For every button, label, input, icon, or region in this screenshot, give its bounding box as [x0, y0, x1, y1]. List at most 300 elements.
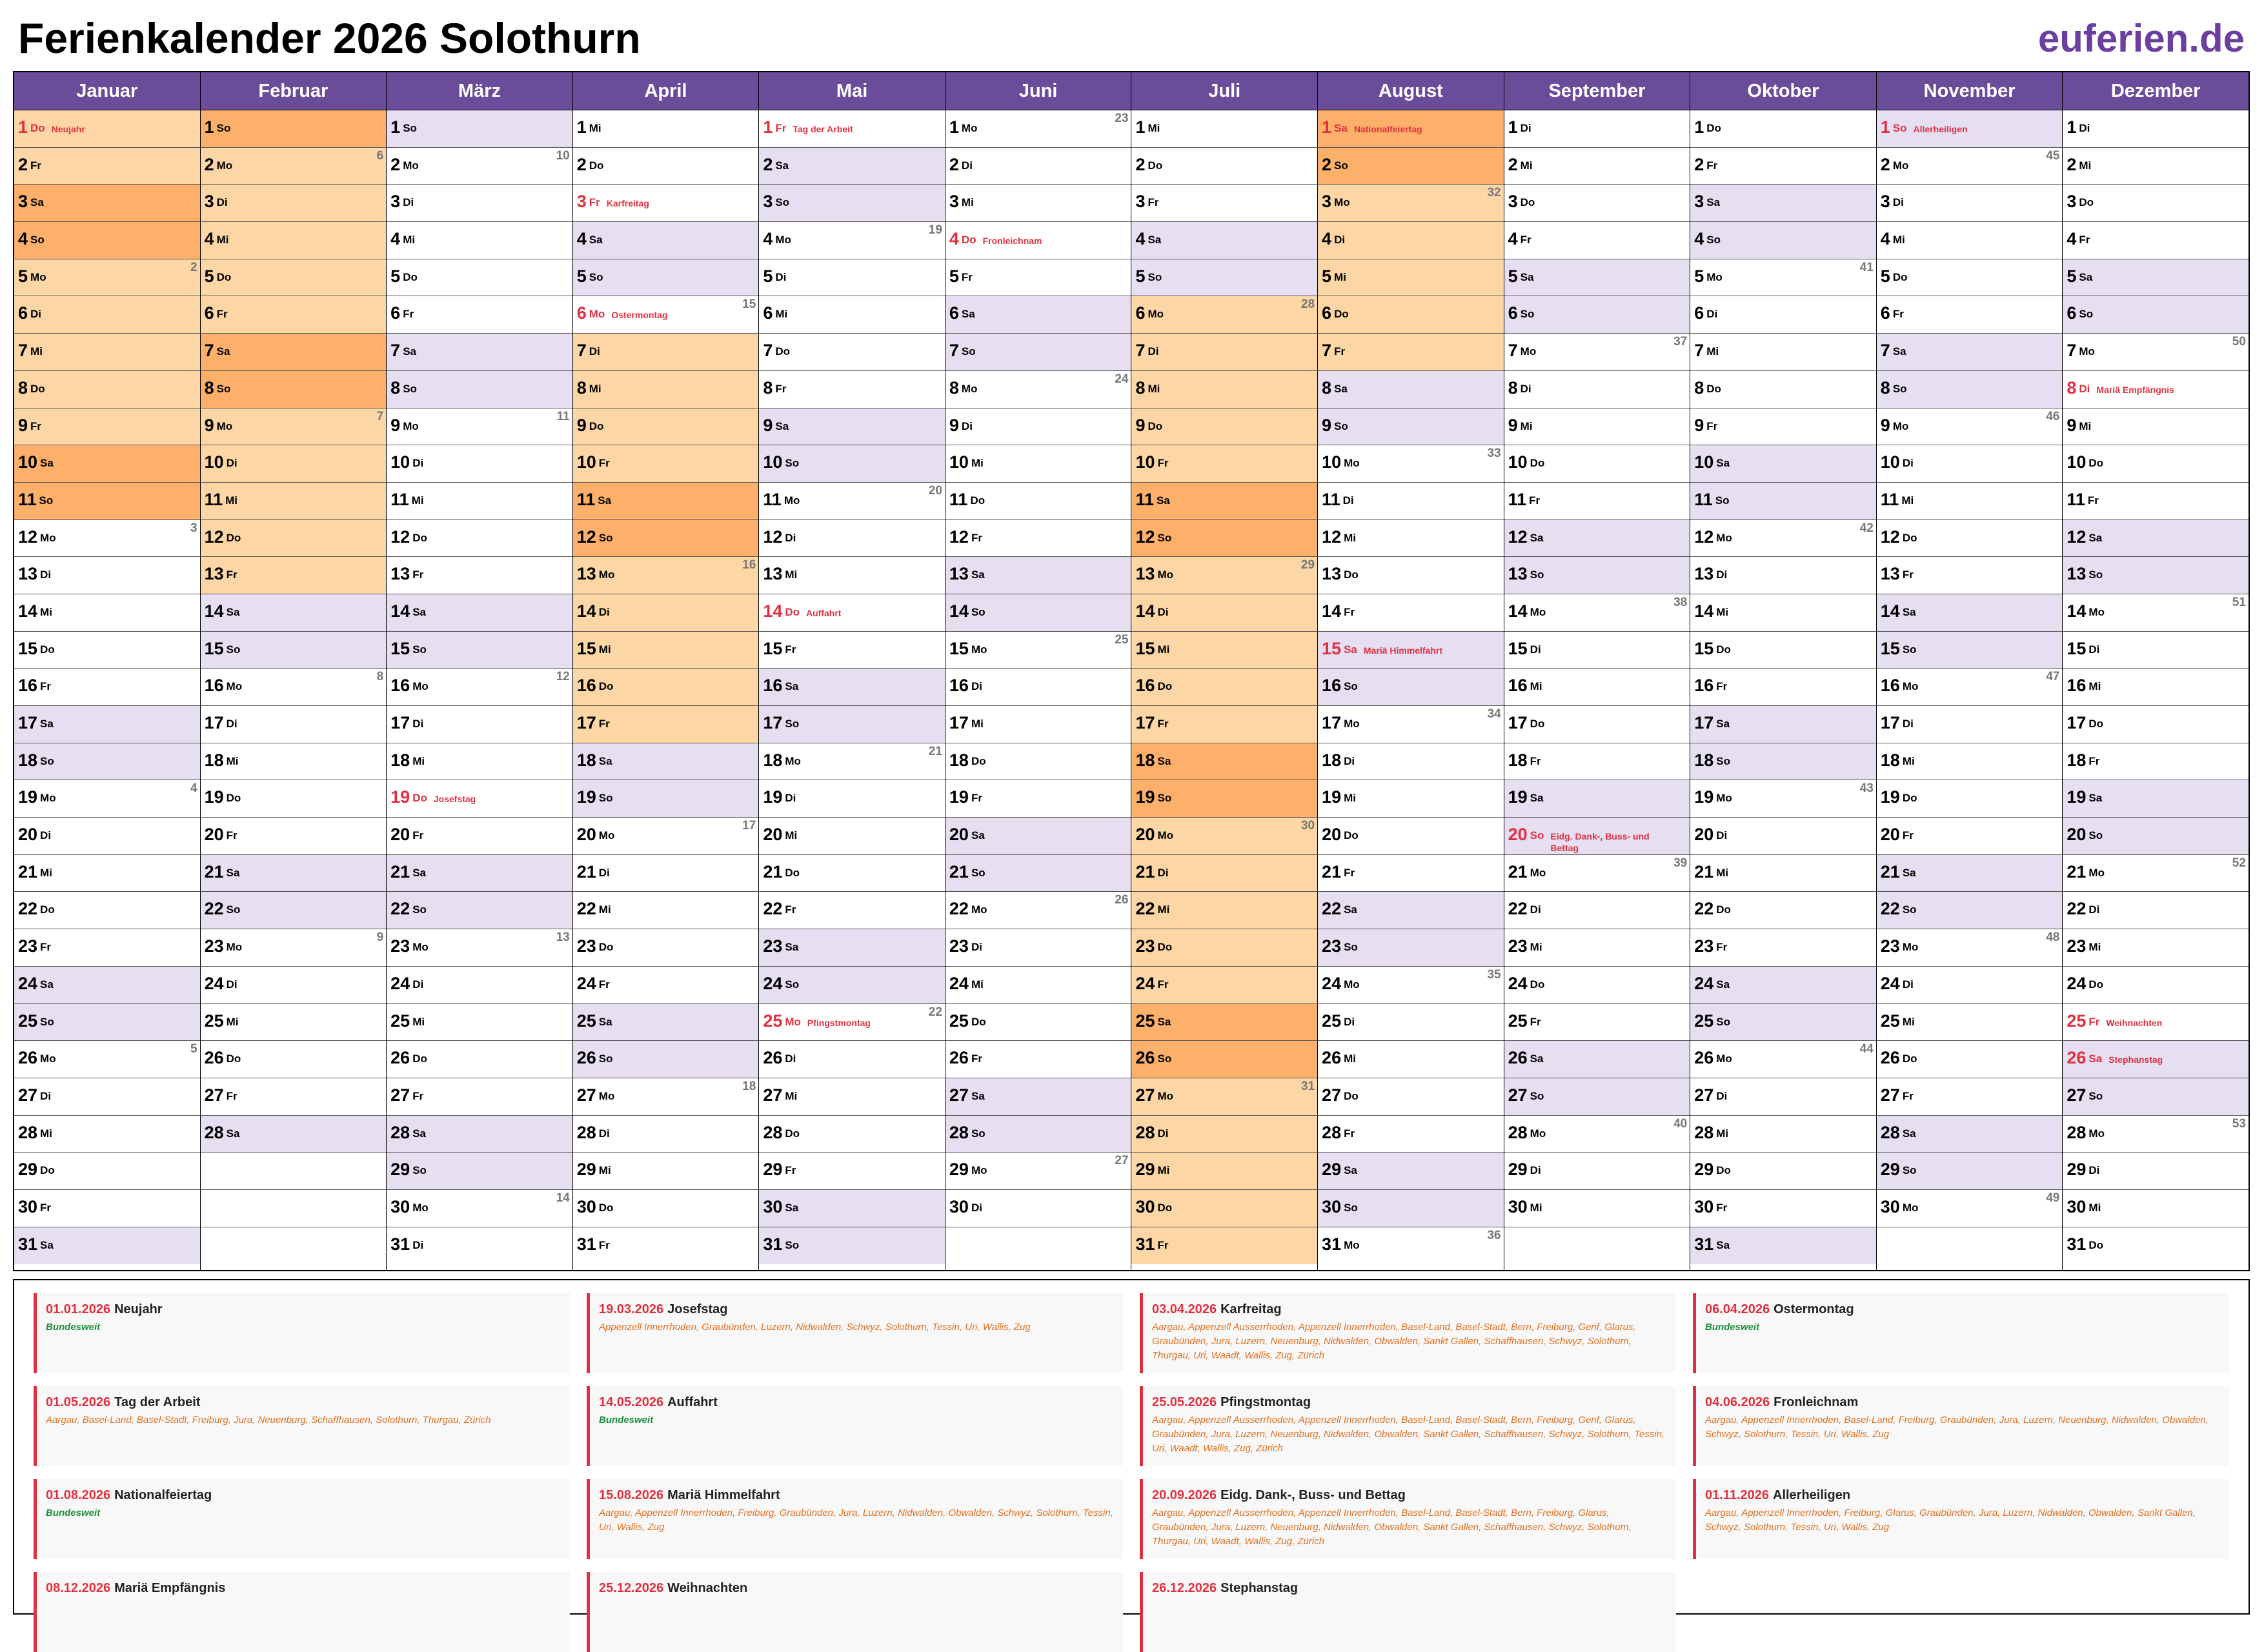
day-number: 16 [576, 676, 596, 696]
day-number: 31 [1135, 1234, 1155, 1254]
day-number: 11 [576, 489, 596, 509]
week-number: 29 [1300, 558, 1315, 572]
day-cell [2063, 780, 2249, 818]
day-cell [573, 743, 759, 781]
weekday-label: Fr [1157, 1238, 1169, 1251]
day-number: 9 [1694, 415, 1704, 435]
week-number: 17 [742, 819, 756, 833]
day-number: 6 [390, 303, 401, 323]
weekday-label: Fr [1902, 569, 1914, 581]
day-number: 7 [1694, 341, 1704, 361]
weekday-label: So [412, 643, 427, 656]
day-cell [1877, 1004, 2063, 1042]
weekday-label: Fr [1902, 1089, 1914, 1102]
day-cell [759, 148, 945, 185]
day-number: 7 [204, 341, 214, 361]
weekday-label: Mo [1716, 792, 1732, 805]
weekday-label: Fr [1716, 680, 1728, 693]
weekday-label: Do [2079, 196, 2094, 209]
day-cell [387, 259, 572, 297]
day-number: 19 [949, 787, 969, 807]
day-number: 16 [1880, 676, 1900, 696]
weekday-label: Sa [1157, 494, 1170, 507]
weekday-label: Di [1706, 308, 1718, 321]
day-number: 24 [949, 973, 969, 993]
day-cell [1131, 520, 1317, 558]
day-number: 20 [1135, 825, 1155, 845]
weekday-label: Sa [775, 419, 789, 432]
day-cell [387, 445, 572, 483]
weekday-label: So [1902, 1164, 1917, 1177]
day-number: 16 [1135, 676, 1155, 696]
weekday-label: Do [1147, 419, 1163, 432]
weekday-label: Sa [40, 978, 54, 991]
empty-day-cell [201, 1153, 387, 1190]
day-cell [1131, 706, 1317, 743]
day-cell [14, 1116, 200, 1153]
day-cell [945, 780, 1131, 818]
weekday-label: Sa [1706, 196, 1721, 209]
day-cell [1504, 1153, 1690, 1190]
weekday-label: Mo [1902, 680, 1919, 693]
day-number: 2 [1322, 154, 1332, 174]
day-number: 17 [1880, 713, 1900, 732]
day-number: 19 [1694, 787, 1714, 807]
week-number: 15 [742, 297, 756, 312]
day-cell [945, 967, 1131, 1004]
weekday-label: So [2088, 569, 2103, 581]
day-number: 11 [1322, 489, 1340, 509]
day-cell [2063, 296, 2249, 334]
week-number: 4 [190, 781, 197, 796]
weekday-label: So [598, 531, 613, 544]
day-number: 5 [2067, 266, 2077, 286]
weekday-label: Do [1706, 382, 1721, 395]
day-number: 19 [1508, 787, 1528, 807]
day-cell [1690, 1153, 1876, 1190]
day-number: 11 [1508, 489, 1527, 509]
weekday-label: Mi [40, 605, 52, 618]
day-cell [1504, 1116, 1690, 1153]
day-number: 1 [1135, 117, 1146, 137]
weekday-label: Sa [971, 1089, 985, 1102]
day-number: 22 [1322, 899, 1342, 919]
weekday-label: Di [1530, 1164, 1541, 1177]
weekday-label: Sa [1716, 978, 1730, 991]
day-cell [201, 1004, 387, 1042]
day-cell [1131, 1078, 1317, 1116]
day-number: 12 [18, 527, 38, 547]
day-number: 16 [18, 676, 38, 696]
legend-date: 01.05.2026 [46, 1395, 111, 1409]
legend-item [34, 1293, 570, 1373]
weekday-label: Do [1530, 457, 1545, 470]
day-number: 3 [1694, 192, 1704, 212]
day-cell [1131, 1116, 1317, 1153]
weekday-label: Mi [589, 382, 601, 395]
day-cell [14, 594, 200, 632]
week-number: 20 [928, 483, 942, 498]
day-number: 12 [763, 527, 783, 547]
weekday-label: Mi [1902, 1015, 1915, 1028]
month-header: Juli [1131, 72, 1317, 110]
day-number: 7 [390, 341, 401, 361]
weekday-label: Fr [412, 1089, 424, 1102]
weekday-label: Fr [2079, 234, 2090, 247]
legend-heading [1152, 1394, 1667, 1411]
weekday-label: Mi [598, 903, 611, 916]
day-cell [1504, 632, 1690, 669]
day-cell [1690, 148, 1876, 185]
weekday-label: So [1157, 792, 1172, 805]
holiday-name: Eidg. Dank-, Buss- und Bettag [1550, 831, 1650, 854]
day-number: 17 [2067, 713, 2087, 732]
weekday-label: Fr [30, 159, 42, 172]
day-cell [573, 408, 759, 446]
day-cell [1504, 371, 1690, 408]
day-cell [1690, 520, 1876, 558]
weekday-label: Do [226, 1053, 241, 1065]
weekday-label: So [39, 494, 54, 507]
day-cell [1690, 892, 1876, 929]
weekday-label: Mi [598, 1164, 611, 1177]
day-cell [1877, 483, 2063, 520]
day-number: 1 [390, 117, 401, 137]
day-cell [201, 296, 387, 334]
day-number: 5 [1322, 266, 1332, 286]
day-cell [387, 185, 572, 222]
day-number: 26 [1135, 1048, 1155, 1068]
day-number: 1 [2067, 117, 2077, 137]
weekday-label: Do [589, 419, 604, 432]
weekday-label: Fr [589, 196, 600, 209]
day-number: 20 [390, 825, 410, 845]
weekday-label: Do [403, 270, 418, 283]
weekday-label: Di [598, 866, 610, 879]
weekday-label: So [412, 1164, 427, 1177]
weekday-label: Mi [2079, 419, 2092, 432]
day-cell [945, 855, 1131, 892]
weekday-label: Fr [598, 457, 610, 470]
weekday-label: Do [961, 234, 976, 247]
day-cell [945, 594, 1131, 632]
week-number: 2 [190, 260, 197, 274]
day-cell [945, 1153, 1131, 1190]
legend-regions: Appenzell Innerrhoden, Graubünden, Luzern, Nidwalden, Schwyz, Solothurn, Tessin, Uri, Wallis, Zug [599, 1322, 1031, 1333]
day-number: 4 [204, 229, 214, 249]
empty-day-cell [945, 1227, 1131, 1265]
week-number: 6 [376, 148, 384, 163]
weekday-label: Do [598, 1201, 614, 1214]
weekday-label: Di [1520, 122, 1531, 134]
weekday-label: Di [775, 270, 787, 283]
weekday-label: Mi [775, 308, 788, 321]
weekday-label: Mo [598, 829, 615, 842]
legend-date: 03.04.2026 [1152, 1302, 1217, 1316]
day-number: 2 [1508, 154, 1518, 174]
week-number: 23 [1115, 112, 1129, 125]
week-number: 31 [1300, 1079, 1315, 1093]
day-cell [573, 1116, 759, 1153]
day-cell [14, 1078, 200, 1116]
day-number: 21 [18, 861, 38, 881]
day-cell [759, 892, 945, 929]
weekday-label: Mi [1344, 1053, 1356, 1065]
day-cell [945, 892, 1131, 929]
week-number: 40 [1673, 1116, 1688, 1131]
day-cell [2063, 557, 2249, 594]
legend-heading [599, 1580, 1114, 1597]
weekday-label: So [785, 457, 800, 470]
day-cell [1504, 1078, 1690, 1116]
weekday-label: Sa [1157, 754, 1171, 767]
day-number: 24 [1880, 973, 1900, 993]
day-cell [14, 818, 200, 855]
day-cell [945, 929, 1131, 967]
holiday-name: Neujahr [51, 124, 85, 134]
day-cell [201, 632, 387, 669]
day-number: 13 [1135, 564, 1155, 584]
day-number: 19 [390, 787, 410, 807]
day-number: 6 [763, 303, 773, 323]
week-number: 3 [190, 521, 197, 535]
day-number: 21 [1135, 861, 1155, 881]
weekday-label: Mi [1344, 531, 1356, 544]
legend-date: 01.08.2026 [46, 1488, 111, 1502]
day-number: 14 [204, 601, 224, 621]
weekday-label: Mi [1716, 866, 1729, 879]
day-number: 13 [204, 564, 224, 584]
day-cell [1131, 110, 1317, 148]
day-cell [14, 222, 200, 259]
day-number: 23 [2067, 936, 2087, 956]
day-number: 27 [18, 1085, 38, 1105]
legend-date: 25.12.2026 [599, 1581, 664, 1595]
weekday-label: Do [1530, 718, 1545, 730]
day-number: 30 [763, 1196, 783, 1216]
legend-item [34, 1386, 570, 1466]
day-number: 15 [390, 638, 410, 658]
day-number: 21 [576, 861, 596, 881]
day-number: 28 [390, 1122, 410, 1142]
legend-item [587, 1479, 1123, 1559]
weekday-label: Do [785, 605, 800, 618]
day-cell [1131, 408, 1317, 446]
day-number: 14 [1880, 601, 1900, 621]
day-number: 11 [1694, 489, 1713, 509]
day-cell [759, 967, 945, 1004]
brand-logo[interactable]: euferien.de [2037, 17, 2245, 60]
weekday-label: Di [961, 159, 973, 172]
day-cell [201, 445, 387, 483]
day-number: 15 [1694, 638, 1714, 658]
day-cell [387, 632, 572, 669]
weekday-label: Di [1892, 196, 1904, 209]
day-cell [2063, 148, 2249, 185]
weekday-label: Mo [1334, 196, 1350, 209]
month-header: August [1318, 72, 1504, 110]
legend-regions: Aargau, Appenzell Innerrhoden, Freiburg, Graubünden, Jura, Luzern, Nidwalden, Obwalden, Schwyz, Solothurn, Tessin, Uri, Wallis, Zug [599, 1507, 1113, 1533]
legend-item [1140, 1572, 1676, 1652]
day-cell [945, 1116, 1131, 1153]
day-cell [1690, 855, 1876, 892]
weekday-label: Do [1902, 792, 1917, 805]
weekday-label: Mo [216, 419, 233, 432]
day-number: 12 [576, 527, 596, 547]
day-cell [1504, 222, 1690, 259]
day-number: 4 [949, 229, 959, 249]
day-number: 7 [949, 341, 959, 361]
day-number: 4 [18, 229, 28, 249]
day-cell [759, 594, 945, 632]
weekday-label: Fr [40, 680, 52, 693]
day-number: 27 [1694, 1085, 1714, 1105]
day-number: 25 [1694, 1011, 1714, 1031]
weekday-label: Mi [411, 494, 424, 507]
day-cell [14, 557, 200, 594]
week-number: 47 [2046, 670, 2060, 684]
day-cell [1877, 892, 2063, 929]
day-cell [1318, 1190, 1504, 1227]
weekday-label: Di [412, 718, 424, 730]
day-cell [1877, 334, 2063, 371]
day-number: 24 [390, 973, 410, 993]
day-cell [2063, 1078, 2249, 1116]
weekday-label: Sa [403, 345, 416, 358]
weekday-label: Mo [783, 494, 800, 507]
week-number: 13 [556, 931, 570, 945]
day-cell [945, 110, 1131, 148]
weekday-label: Sa [1716, 457, 1730, 470]
day-number: 26 [763, 1048, 783, 1068]
weekday-label: So [1344, 680, 1358, 693]
day-number: 28 [1880, 1122, 1900, 1142]
legend-holiday-name: Mariä Himmelfahrt [667, 1488, 780, 1502]
day-cell [387, 557, 572, 594]
day-number: 16 [1508, 676, 1528, 696]
day-number: 17 [1135, 713, 1155, 732]
day-cell [759, 296, 945, 334]
weekday-label: So [1892, 122, 1907, 134]
day-number: 22 [1694, 899, 1714, 919]
day-number: 20 [204, 825, 224, 845]
day-cell [945, 222, 1131, 259]
day-cell [573, 148, 759, 185]
legend-heading [1705, 1301, 2220, 1318]
weekday-label: Mo [1344, 718, 1360, 730]
day-number: 23 [1880, 936, 1900, 956]
day-number: 5 [18, 266, 28, 286]
weekday-label: Sa [216, 345, 230, 358]
day-number: 14 [1694, 601, 1714, 621]
day-cell [1504, 594, 1690, 632]
weekday-label: Mo [216, 159, 233, 172]
day-cell [1504, 110, 1690, 148]
weekday-label: So [1530, 569, 1544, 581]
day-cell [387, 110, 572, 148]
day-number: 7 [1508, 341, 1518, 361]
day-number: 30 [1322, 1196, 1342, 1216]
holiday-name: Josefstag [433, 794, 476, 805]
day-number: 15 [1135, 638, 1155, 658]
weekday-label: So [1706, 234, 1721, 247]
day-cell [2063, 520, 2249, 558]
day-number: 16 [1694, 676, 1714, 696]
day-number: 7 [763, 341, 773, 361]
weekday-label: Di [785, 531, 796, 544]
weekday-label: Mo [589, 308, 605, 321]
day-cell [1877, 148, 2063, 185]
day-number: 12 [2067, 527, 2087, 547]
day-number: 13 [1694, 564, 1714, 584]
day-number: 1 [1508, 117, 1518, 137]
day-number: 26 [1322, 1048, 1342, 1068]
weekday-label: So [2088, 829, 2103, 842]
weekday-label: Mi [1530, 1201, 1542, 1214]
weekday-label: Di [1344, 754, 1355, 767]
legend-heading [46, 1487, 561, 1504]
day-cell [573, 1153, 759, 1190]
weekday-label: Mi [2088, 680, 2101, 693]
day-number: 12 [204, 527, 224, 547]
day-cell [1690, 818, 1876, 855]
legend-heading [599, 1301, 1114, 1318]
day-cell [14, 743, 200, 781]
weekday-label: Di [971, 941, 982, 954]
day-cell [1690, 445, 1876, 483]
day-number: 23 [1508, 936, 1528, 956]
day-number: 8 [1694, 378, 1704, 398]
weekday-label: Fr [961, 270, 973, 283]
day-number: 1 [1694, 117, 1704, 137]
holiday-name: Stephanstag [2108, 1054, 2163, 1065]
day-number: 10 [1135, 452, 1155, 472]
weekday-label: Sa [1716, 1238, 1730, 1251]
day-cell [1877, 1078, 2063, 1116]
day-cell [2063, 1004, 2249, 1042]
day-number: 14 [2067, 601, 2087, 621]
weekday-label: So [785, 1238, 800, 1251]
week-number: 9 [376, 931, 384, 945]
day-cell [1131, 148, 1317, 185]
day-cell [573, 483, 759, 520]
weekday-label: Fr [971, 531, 982, 544]
day-number: 15 [949, 638, 969, 658]
legend-regions: Aargau, Appenzell Innerrhoden, Basel-Land, Freiburg, Graubünden, Jura, Luzern, Neuenburg, Nidwalden, Obwalden, Schwyz, Solothurn, Tessin, Uri, Wallis, Zug [1705, 1415, 2208, 1440]
weekday-label: Di [1716, 829, 1728, 842]
day-cell [1877, 669, 2063, 706]
day-cell [1318, 259, 1504, 297]
day-cell [201, 818, 387, 855]
day-cell [387, 1041, 572, 1078]
weekday-label: Di [961, 419, 973, 432]
day-number: 7 [18, 341, 28, 361]
day-cell [1318, 222, 1504, 259]
day-number: 21 [949, 861, 969, 881]
day-cell [573, 445, 759, 483]
weekday-label: So [1902, 643, 1917, 656]
weekday-label: Mi [961, 196, 974, 209]
day-number: 13 [2067, 564, 2087, 584]
day-number: 15 [18, 638, 38, 658]
day-number: 28 [1135, 1122, 1155, 1142]
weekday-label: Mo [961, 382, 978, 395]
day-number: 11 [1135, 489, 1155, 509]
day-cell [759, 185, 945, 222]
day-cell [2063, 445, 2249, 483]
day-cell [759, 222, 945, 259]
day-number: 18 [390, 750, 410, 770]
